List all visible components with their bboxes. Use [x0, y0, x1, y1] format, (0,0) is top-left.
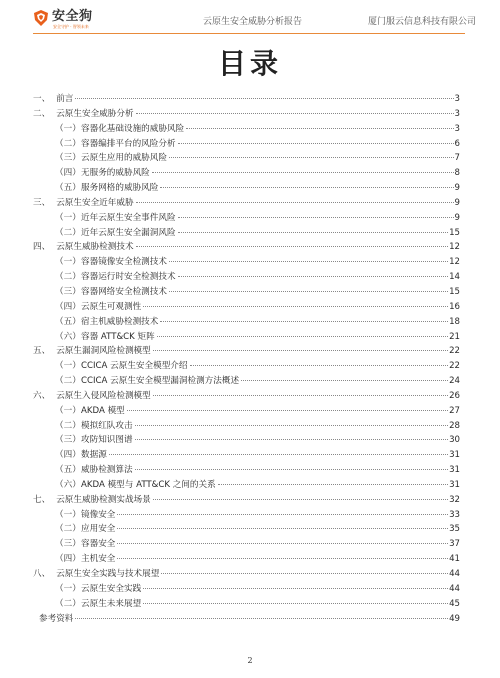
toc-entry-page: 28: [449, 420, 460, 431]
dot-leader: [109, 454, 448, 455]
toc-entry-number: （一）: [55, 405, 81, 416]
toc-entry-number: （一）: [55, 583, 81, 594]
toc-entry-title: [55, 181, 159, 196]
toc-entry-label: 容器 ATT&CK 矩阵: [81, 331, 155, 342]
toc-entry-page: 44: [449, 583, 460, 594]
table-of-contents: [33, 92, 460, 626]
toc-entry-label: 容器镜像安全检测技术: [81, 257, 167, 268]
toc-entry-number: （二）: [55, 524, 81, 535]
toc-entry-title: [55, 270, 177, 285]
dot-leader: [127, 410, 448, 411]
toc-entry[interactable]: [33, 508, 460, 523]
toc-entry[interactable]: [33, 493, 460, 508]
toc-entry-label: 云原生威胁检测技术: [56, 242, 134, 253]
toc-entry-label: 数据源: [81, 450, 107, 461]
toc-entry-page: 37: [449, 539, 460, 550]
toc-entry[interactable]: [33, 537, 460, 552]
toc-entry-number: 三、: [33, 197, 51, 208]
dot-leader: [160, 187, 453, 188]
toc-entry-title: [55, 508, 116, 523]
toc-entry-title: [55, 404, 126, 419]
toc-entry-title: [55, 463, 134, 478]
toc-entry-label: 云原生漏洞风险检测模型: [56, 346, 151, 357]
dot-leader: [178, 143, 454, 144]
toc-entry-title: [55, 433, 134, 448]
dot-leader: [178, 232, 449, 233]
toc-entry-label: 容器化基础设施的威胁风险: [81, 123, 185, 134]
toc-entry-page: 21: [449, 331, 460, 342]
logo-tagline: 安全守护 · 智领未来: [53, 24, 89, 29]
toc-entry-label: 容器网络安全检测技术: [81, 286, 167, 297]
toc-entry[interactable]: [33, 597, 460, 612]
toc-entry-label: 云原生入侵风险检测模型: [56, 390, 151, 401]
toc-entry-number: 四、: [33, 242, 51, 253]
dot-leader: [135, 469, 448, 470]
toc-entry-page: 30: [449, 435, 460, 446]
toc-entry-label: 云原生安全近年威胁: [56, 197, 134, 208]
toc-entry-page: 33: [449, 509, 460, 520]
toc-entry-label: 服务网格的威胁风险: [81, 183, 159, 194]
toc-entry-page: 8: [454, 168, 460, 179]
toc-entry[interactable]: [33, 404, 460, 419]
toc-entry-label: 云原生未来展望: [81, 598, 142, 609]
toc-entry-label: 云原生安全实践: [81, 583, 142, 594]
toc-entry-label: 云原生应用的威胁风险: [81, 153, 167, 164]
toc-entry-page: 31: [449, 450, 460, 461]
toc-entry[interactable]: [33, 315, 460, 330]
dot-leader: [178, 276, 449, 277]
toc-entry[interactable]: [33, 166, 460, 181]
toc-entry-label: 攻防知识图谱: [81, 435, 133, 446]
toc-entry-page: 27: [449, 405, 460, 416]
toc-entry[interactable]: [33, 433, 460, 448]
toc-entry-page: 6: [454, 138, 460, 149]
toc-heading: 目录: [217, 47, 282, 80]
toc-entry-number: （四）: [55, 301, 81, 312]
toc-entry[interactable]: [33, 330, 460, 345]
toc-entry-page: 7: [454, 153, 460, 164]
toc-entry[interactable]: [33, 419, 460, 434]
toc-entry-label: 镜像安全: [81, 509, 116, 520]
toc-entry-label: 主机安全: [81, 554, 116, 565]
toc-entry-number: （六）: [55, 331, 81, 342]
toc-entry[interactable]: [33, 300, 460, 315]
toc-entry-label: 云原生威胁检测实战场景: [56, 494, 151, 505]
dot-leader: [75, 98, 453, 99]
toc-entry-title: [55, 166, 151, 181]
toc-entry[interactable]: [33, 448, 460, 463]
toc-entry-page: 3: [454, 108, 460, 119]
dot-leader: [75, 618, 448, 619]
toc-entry-title: [55, 300, 142, 315]
toc-entry[interactable]: [33, 211, 460, 226]
toc-entry[interactable]: [33, 107, 460, 122]
toc-entry-title: [33, 196, 135, 211]
toc-entry[interactable]: [33, 359, 460, 374]
toc-entry-label: 容器编排平台的风险分析: [81, 138, 176, 149]
toc-entry-number: （三）: [55, 286, 81, 297]
toc-entry-title: [33, 567, 160, 582]
dot-leader: [117, 514, 448, 515]
dot-leader: [136, 113, 454, 114]
toc-entry-page: 22: [449, 346, 460, 357]
toc-entry-number: （五）: [55, 183, 81, 194]
toc-entry[interactable]: [33, 92, 460, 107]
toc-entry-title: [55, 211, 177, 226]
toc-entry-title: [55, 522, 116, 537]
toc-entry[interactable]: [33, 181, 460, 196]
toc-entry-page: 9: [454, 212, 460, 223]
toc-entry-page: 15: [449, 227, 460, 238]
toc-entry-label: 模拟红队攻击: [81, 420, 133, 431]
dot-leader: [153, 499, 448, 500]
toc-entry-page: 9: [454, 197, 460, 208]
toc-entry-label: 参考资料: [39, 613, 74, 624]
dot-leader: [169, 291, 448, 292]
toc-entry-title: [55, 285, 168, 300]
toc-entry[interactable]: [33, 582, 460, 597]
dot-leader: [186, 128, 453, 129]
toc-entry-title: [55, 448, 108, 463]
company-logo: [32, 8, 94, 34]
page-header: [0, 0, 500, 40]
toc-entry-title: [55, 359, 189, 374]
toc-entry[interactable]: [33, 463, 460, 478]
toc-entry-number: 二、: [33, 108, 51, 119]
toc-entry-number: （四）: [55, 554, 81, 565]
dot-leader: [143, 588, 448, 589]
toc-entry-number: 五、: [33, 346, 51, 357]
dot-leader: [117, 558, 448, 559]
toc-entry-label: 云原生安全威胁分析: [56, 108, 134, 119]
dot-leader: [178, 217, 454, 218]
toc-entry[interactable]: [33, 137, 460, 152]
toc-entry-title: [55, 597, 142, 612]
toc-entry-label: 近年云原生安全事件风险: [81, 212, 176, 223]
toc-entry-number: （五）: [55, 465, 81, 476]
dot-leader: [153, 350, 448, 351]
toc-entry-number: （一）: [55, 123, 81, 134]
dot-leader: [190, 365, 449, 366]
toc-entry-title: [33, 344, 152, 359]
toc-entry[interactable]: [33, 552, 460, 567]
toc-entry-title: [55, 582, 142, 597]
toc-entry-page: 9: [454, 183, 460, 194]
toc-entry-number: （二）: [55, 138, 81, 149]
toc-entry-page: 24: [449, 376, 460, 387]
dot-leader: [218, 484, 448, 485]
toc-entry-label: CCICA 云原生安全模型漏洞检测方法概述: [81, 376, 240, 387]
toc-entry-title: [33, 107, 135, 122]
dot-leader: [160, 321, 448, 322]
toc-entry-number: （四）: [55, 168, 81, 179]
toc-entry-page: 3: [454, 123, 460, 134]
toc-entry-title: [55, 478, 217, 493]
toc-entry-page: 45: [449, 598, 460, 609]
toc-entry-number: （一）: [55, 361, 81, 372]
dot-leader: [169, 261, 448, 262]
report-title: 云原生安全威胁分析报告: [203, 17, 303, 27]
toc-entry-title: [55, 226, 177, 241]
toc-entry-label: 云原生安全实践与技术展望: [56, 569, 160, 579]
toc-entry[interactable]: [33, 285, 460, 300]
toc-entry-number: （四）: [55, 450, 81, 461]
toc-entry-number: 六、: [33, 390, 51, 401]
toc-entry-title: [55, 137, 177, 152]
dot-leader: [143, 306, 448, 307]
toc-entry-label: 无服务的威胁风险: [81, 168, 150, 179]
toc-entry-title: [33, 240, 135, 255]
toc-entry[interactable]: [33, 478, 460, 493]
dot-leader: [161, 573, 448, 574]
dot-leader: [135, 439, 448, 440]
toc-entry-page: 35: [449, 524, 460, 535]
dot-leader: [157, 336, 448, 337]
toc-entry[interactable]: [33, 240, 460, 255]
toc-entry-page: 41: [449, 554, 460, 565]
toc-entry[interactable]: [33, 226, 460, 241]
toc-entry-page: 16: [449, 301, 460, 312]
toc-entry[interactable]: [33, 270, 460, 285]
toc-entry-page: 32: [449, 494, 460, 505]
toc-entry-number: 八、: [33, 569, 51, 579]
toc-entry-page: 14: [449, 272, 460, 283]
toc-entry[interactable]: [33, 196, 460, 211]
toc-entry-number: （一）: [55, 212, 81, 223]
toc-entry[interactable]: [33, 344, 460, 359]
toc-entry-number: （二）: [55, 376, 81, 387]
company-name: 厦门服云信息科技有限公司: [368, 17, 477, 27]
toc-entry-label: 宿主机威胁检测技术: [81, 316, 159, 327]
dot-leader: [169, 157, 454, 158]
toc-entry[interactable]: [33, 522, 460, 537]
toc-entry-number: 七、: [33, 494, 51, 505]
toc-entry-page: 18: [449, 316, 460, 327]
toc-entry-page: 44: [449, 569, 460, 579]
toc-entry-number: （二）: [55, 420, 81, 431]
toc-entry-label: 容器安全: [81, 539, 116, 550]
toc-entry[interactable]: [33, 122, 460, 137]
toc-entry-number: （一）: [55, 509, 81, 520]
toc-entry[interactable]: [33, 612, 460, 627]
toc-entry-label: AKDA 模型: [81, 405, 125, 416]
toc-entry-label: 前言: [56, 94, 74, 104]
toc-entry-title: [55, 552, 116, 567]
toc-entry-page: 3: [454, 94, 460, 104]
toc-entry-number: （三）: [55, 539, 81, 550]
toc-entry-title: [55, 315, 159, 330]
toc-entry-page: 22: [449, 361, 460, 372]
dot-leader: [117, 543, 448, 544]
toc-entry-title: [55, 122, 185, 137]
dot-leader: [153, 395, 448, 396]
toc-entry-number: （六）: [55, 479, 81, 490]
toc-entry-page: 12: [449, 242, 460, 253]
dot-leader: [241, 380, 448, 381]
toc-entry[interactable]: [33, 374, 460, 389]
toc-entry-title: [55, 151, 168, 166]
toc-entry-title: [55, 374, 240, 389]
toc-entry-title: [55, 255, 168, 270]
header-divider: [33, 33, 465, 34]
dot-leader: [136, 202, 454, 203]
toc-entry-title: [33, 612, 74, 627]
toc-entry-label: AKDA 模型与 ATT&CK 之间的关系: [81, 479, 216, 490]
toc-entry-title: [33, 493, 152, 508]
toc-entry[interactable]: [33, 151, 460, 166]
dot-leader: [152, 172, 454, 173]
toc-entry[interactable]: [33, 567, 460, 582]
toc-entry-number: （二）: [55, 227, 81, 238]
toc-entry-number: （三）: [55, 153, 81, 164]
toc-entry-page: 31: [449, 465, 460, 476]
toc-entry-title: [55, 419, 134, 434]
toc-entry-number: （一）: [55, 257, 81, 268]
toc-entry[interactable]: [33, 389, 460, 404]
toc-entry-number: （二）: [55, 598, 81, 609]
toc-entry-page: 15: [449, 286, 460, 297]
toc-entry-title: [33, 389, 152, 404]
toc-entry-number: （三）: [55, 435, 81, 446]
toc-entry-page: 12: [449, 257, 460, 268]
toc-entry-title: [33, 92, 74, 107]
page-number: 2: [247, 656, 253, 665]
toc-entry-page: 31: [449, 479, 460, 490]
shield-logo-icon: [32, 9, 50, 27]
toc-entry-label: 容器运行时安全检测技术: [81, 272, 176, 283]
dot-leader: [117, 528, 448, 529]
toc-entry-title: [55, 330, 156, 345]
toc-entry-label: 近年云原生安全漏洞风险: [81, 227, 176, 238]
toc-entry-label: CCICA 云原生安全模型介绍: [81, 361, 188, 372]
toc-entry-number: 一、: [33, 94, 51, 104]
dot-leader: [143, 603, 448, 604]
toc-entry-page: 26: [449, 390, 460, 401]
dot-leader: [135, 425, 448, 426]
toc-entry-page: 49: [449, 613, 460, 624]
toc-entry[interactable]: [33, 255, 460, 270]
toc-entry-label: 云原生可观测性: [81, 301, 142, 312]
toc-entry-number: （二）: [55, 272, 81, 283]
toc-entry-number: （五）: [55, 316, 81, 327]
toc-entry-label: 应用安全: [81, 524, 116, 535]
dot-leader: [136, 246, 449, 247]
toc-entry-title: [55, 537, 116, 552]
toc-entry-label: 威胁检测算法: [81, 465, 133, 476]
logo-text: 安全狗: [52, 9, 93, 24]
